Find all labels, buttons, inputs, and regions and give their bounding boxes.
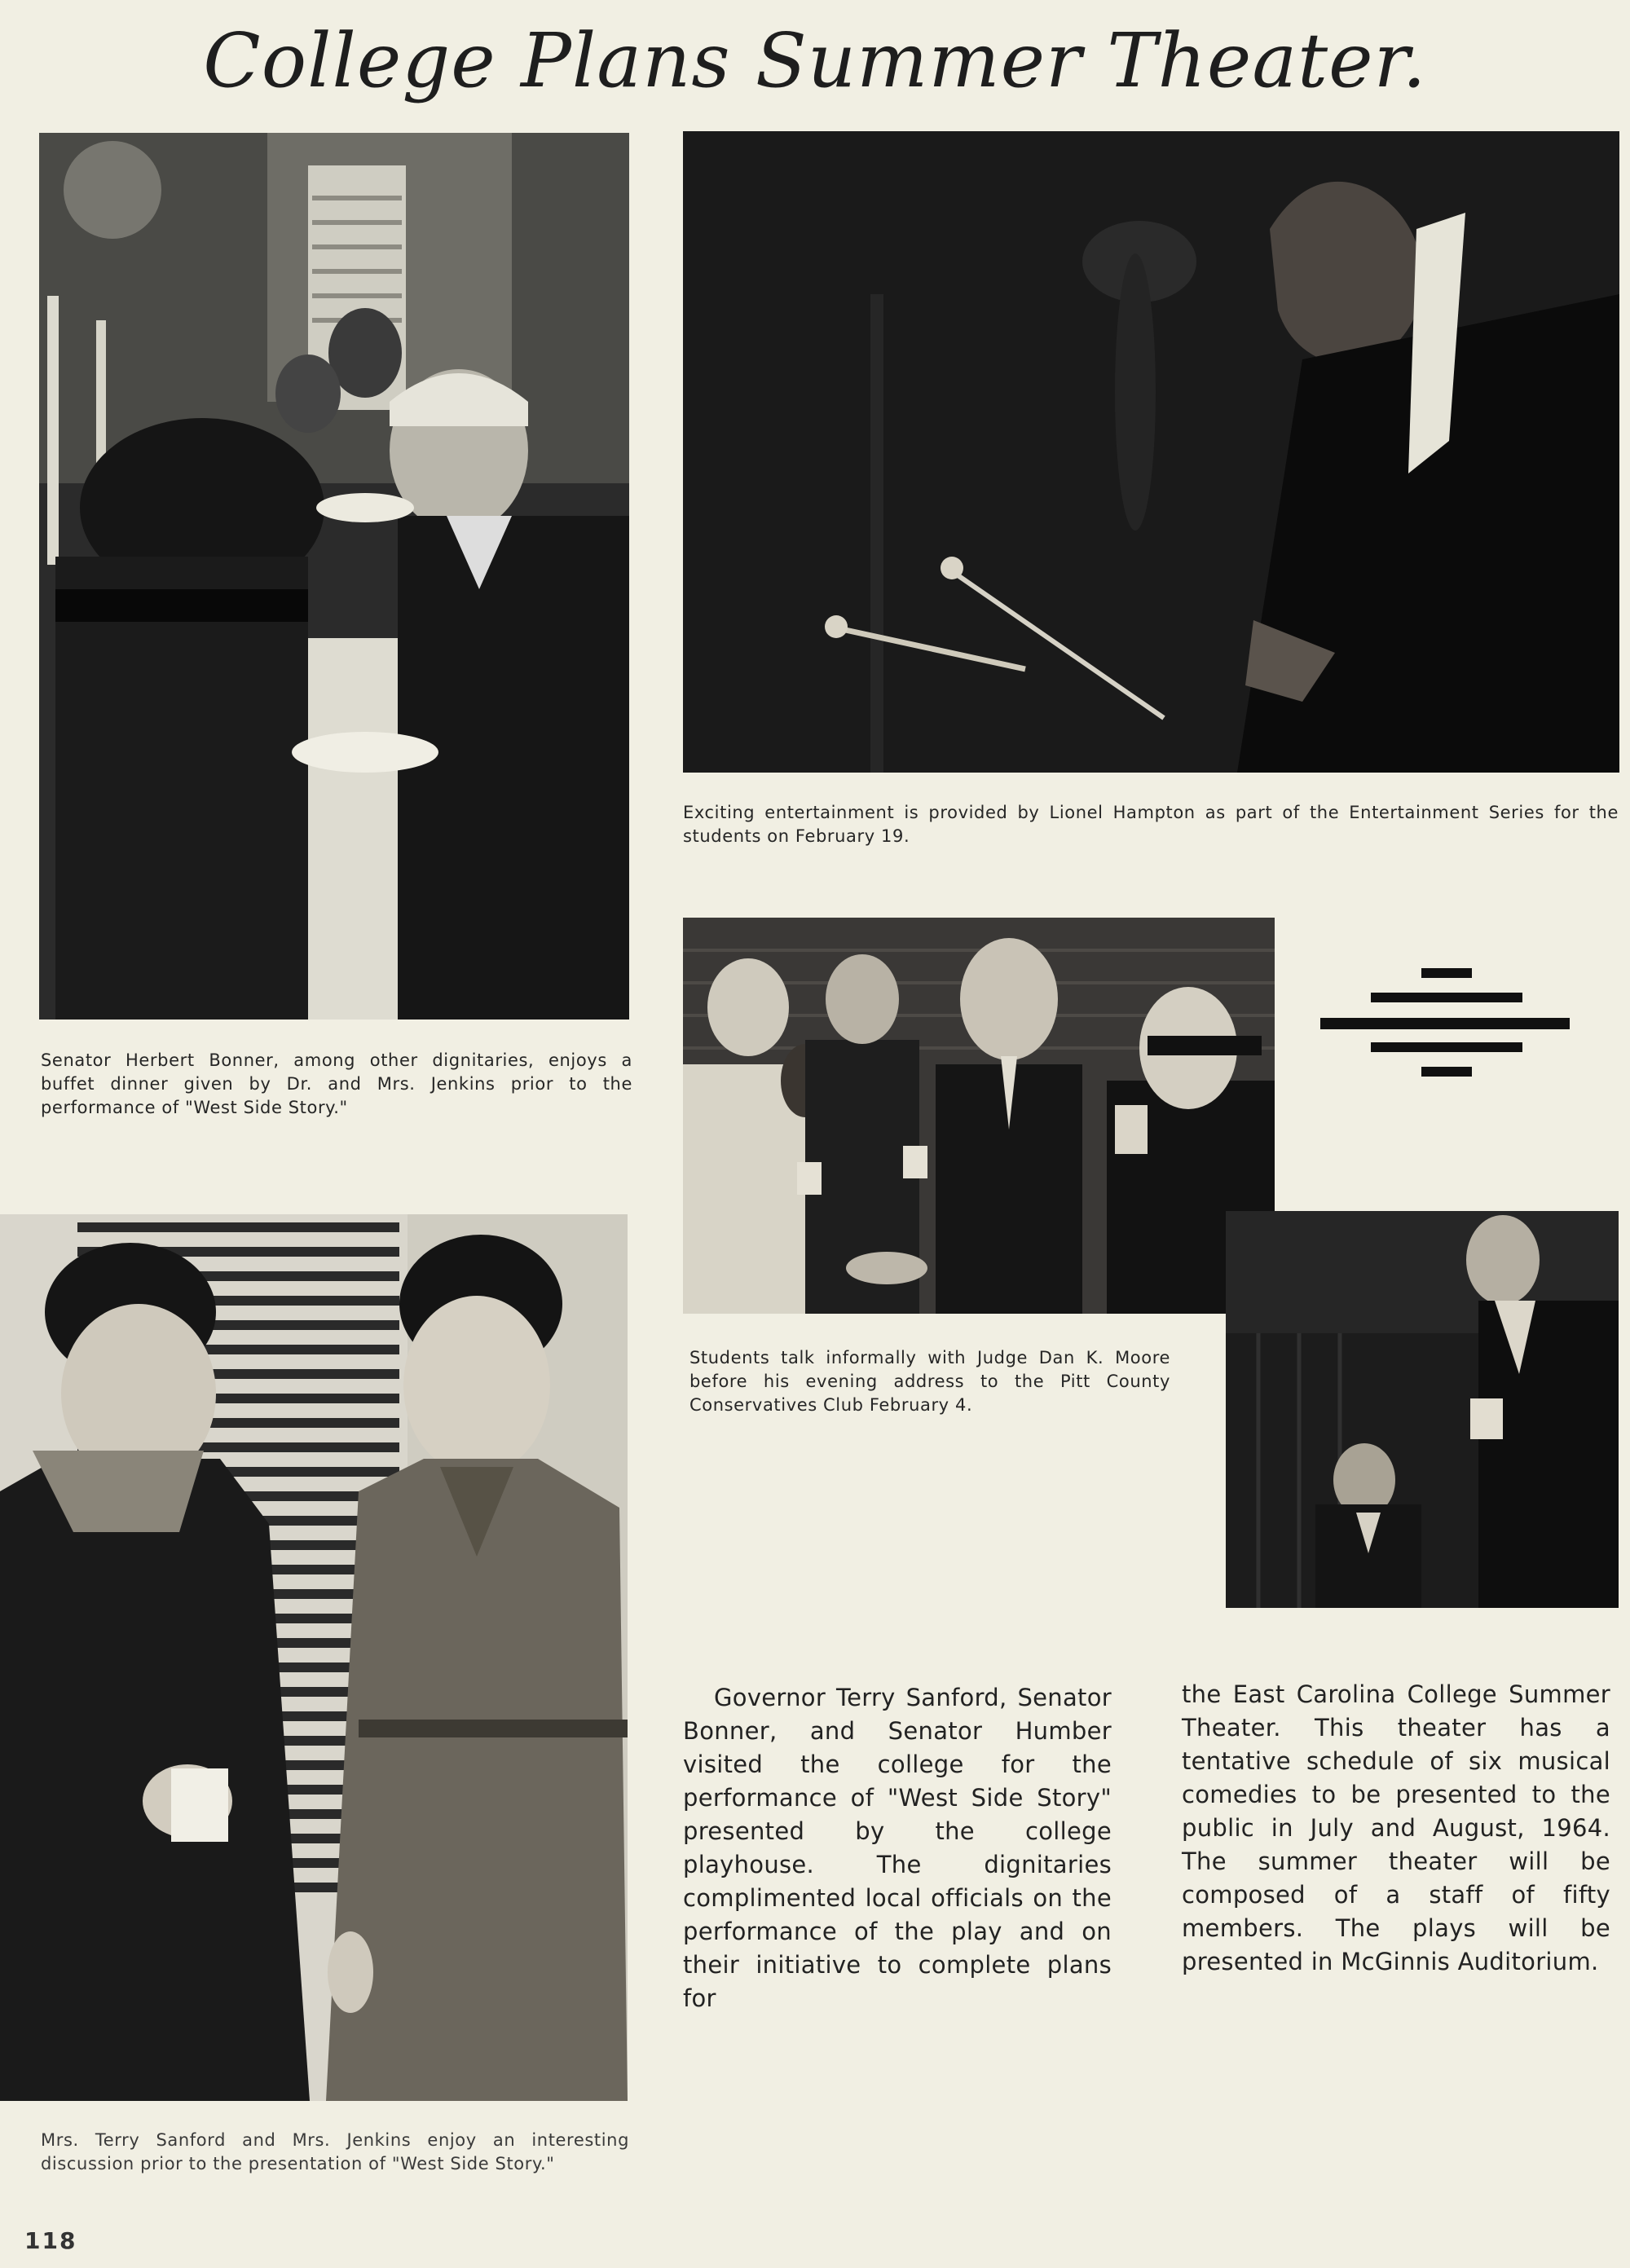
mrs-sanford-jenkins-photo (0, 1214, 628, 2101)
article-column-1: Governor Terry Sanford, Senator Bonner, and Senator Humber visited the college for the performance of "West Side Story" presented by the college playhouse. The dignitaries complimented local officials on the performance of the play and on their initiative to complete plans for (683, 1684, 1112, 2012)
buffet-dinner-photo (39, 133, 629, 1019)
lionel-hampton-caption: Exciting entertainment is provided by Lionel Hampton as part of the Entertainment Series for the students on February 19. (683, 803, 1619, 846)
judge-moore-caption: Students talk informally with Judge Dan K. Moore before his evening address to the Pitt County Conservatives Club February 4. (689, 1348, 1170, 1415)
seated-dignitaries-photo (1226, 1211, 1619, 1608)
page-number: 118 (24, 2227, 77, 2254)
ornament-divider (1320, 968, 1570, 1078)
lionel-hampton-photo (683, 131, 1619, 773)
mrs-sanford-jenkins-caption: Mrs. Terry Sanford and Mrs. Jenkins enjoy an interesting discussion prior to the presentation of "West Side Story." (41, 2130, 629, 2173)
article-column-2: the East Carolina College Summer Theater. This theater has a tentative schedule of six musical comedies to be presented to the public in July and August, 1964. The summer theater will be composed of a staff of fifty members. The plays will be presented in McGinnis Auditorium. (1182, 1680, 1610, 1975)
page-title: College Plans Summer Theater. (203, 17, 1427, 104)
buffet-dinner-caption: Senator Herbert Bonner, among other dignitaries, enjoys a buffet dinner given by Dr. and Mrs. Jenkins prior to the performance of "West Side Story." (41, 1050, 632, 1117)
judge-moore-photo (683, 918, 1275, 1314)
